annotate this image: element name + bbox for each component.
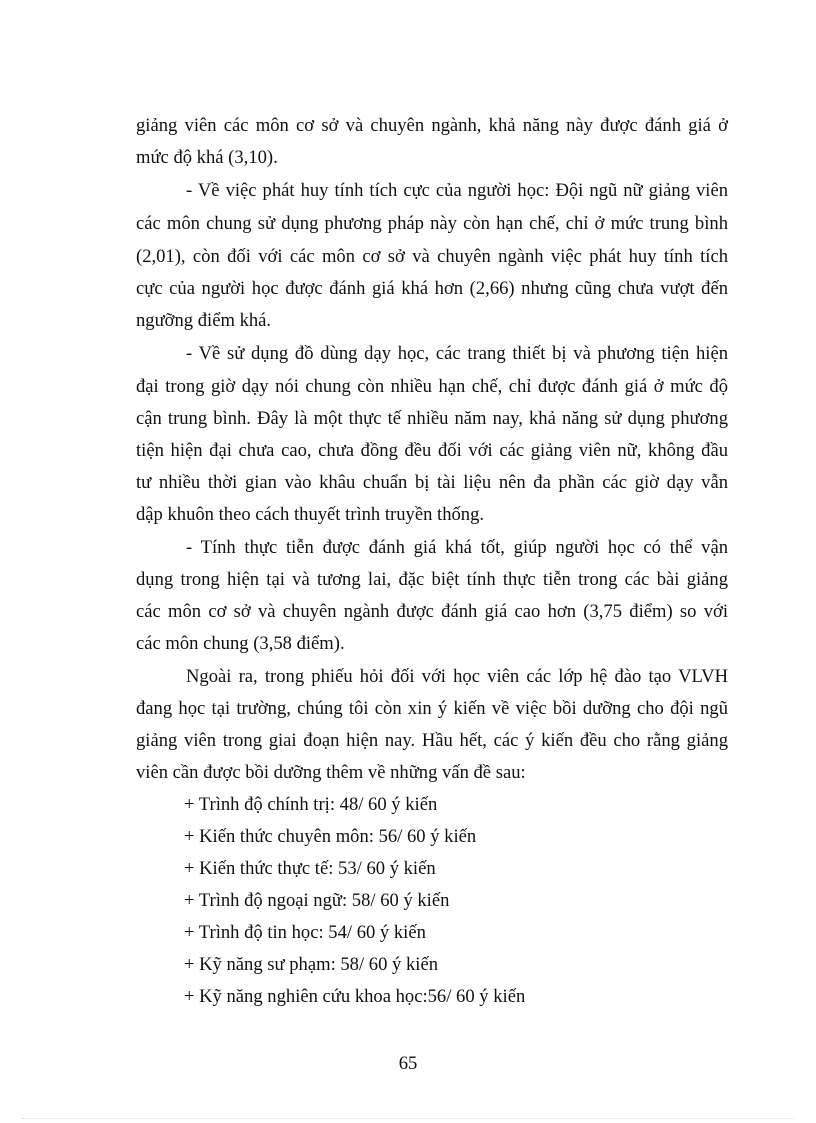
footer-divider	[22, 1118, 794, 1119]
list-item: + Trình độ tin học: 54/ 60 ý kiến	[184, 922, 426, 943]
list-item: + Trình độ ngoại ngữ: 58/ 60 ý kiến	[184, 890, 450, 911]
paragraph-line: - Về việc phát huy tính tích cực của người học: Đội ngũ nữ giảng viên	[186, 180, 728, 201]
paragraph-line: - Tính thực tiễn được đánh giá khá tốt, giúp người học có thể vận	[186, 537, 728, 558]
paragraph-line: các môn chung (3,58 điểm).	[136, 633, 345, 654]
paragraph-line: (2,01), còn đối với các môn cơ sở và chuyên ngành việc phát huy tính tích	[136, 246, 728, 267]
page-number: 65	[398, 1053, 418, 1074]
paragraph-line: cận trung bình. Đây là một thực tế nhiều năm nay, khả năng sử dụng phương	[136, 408, 728, 429]
list-item: + Kiến thức chuyên môn: 56/ 60 ý kiến	[184, 826, 477, 847]
paragraph-line: giảng viên trong giai đoạn hiện nay. Hầu hết, các ý kiến đều cho rằng giảng	[136, 730, 728, 751]
paragraph-line: mức độ khá (3,10).	[136, 147, 278, 168]
list-item: + Kỹ năng nghiên cứu khoa học:56/ 60 ý kiến	[184, 986, 526, 1007]
paragraph-line: dập khuôn theo cách thuyết trình truyền thống.	[136, 504, 485, 525]
list-item: + Trình độ chính trị: 48/ 60 ý kiến	[184, 794, 438, 815]
paragraph-line: tiện hiện đại chưa cao, chưa đồng đều đối với các giảng viên nữ, không đầu	[136, 440, 728, 461]
paragraph-line: Ngoài ra, trong phiếu hỏi đối với học viên các lớp hệ đào tạo VLVH	[186, 666, 728, 687]
list-item: + Kỹ năng sư phạm: 58/ 60 ý kiến	[184, 954, 438, 975]
paragraph-line: các môn chung sử dụng phương pháp này còn hạn chế, chỉ ở mức trung bình	[136, 213, 728, 234]
paragraph-line: giảng viên các môn cơ sở và chuyên ngành, khả năng này được đánh giá ở	[136, 115, 728, 136]
paragraph-line: ngưỡng điểm khá.	[136, 310, 272, 331]
paragraph-line: - Về sử dụng đồ dùng dạy học, các trang thiết bị và phương tiện hiện	[186, 343, 728, 364]
paragraph-line: dụng trong hiện tại và tương lai, đặc biệt tính thực tiễn trong các bài giảng	[136, 569, 728, 590]
paragraph-line: viên cần được bồi dưỡng thêm về những vấn đề sau:	[136, 762, 526, 783]
list-item: + Kiến thức thực tế: 53/ 60 ý kiến	[184, 858, 436, 879]
paragraph-line: đại trong giờ dạy nói chung còn nhiều hạn chế, chỉ được đánh giá ở mức độ	[136, 376, 728, 397]
paragraph-line: đang học tại trường, chúng tôi còn xin ý kiến về việc bồi dưỡng cho đội ngũ	[136, 698, 728, 719]
paragraph-line: tư nhiều thời gian vào khâu chuẩn bị tài liệu nên đa phần các giờ dạy vẫn	[136, 472, 728, 493]
paragraph-line: cực của người học được đánh giá khá hơn (2,66) nhưng cũng chưa vượt đến	[136, 278, 728, 299]
paragraph-line: các môn cơ sở và chuyên ngành được đánh giá cao hơn (3,75 điểm) so với	[136, 601, 728, 622]
